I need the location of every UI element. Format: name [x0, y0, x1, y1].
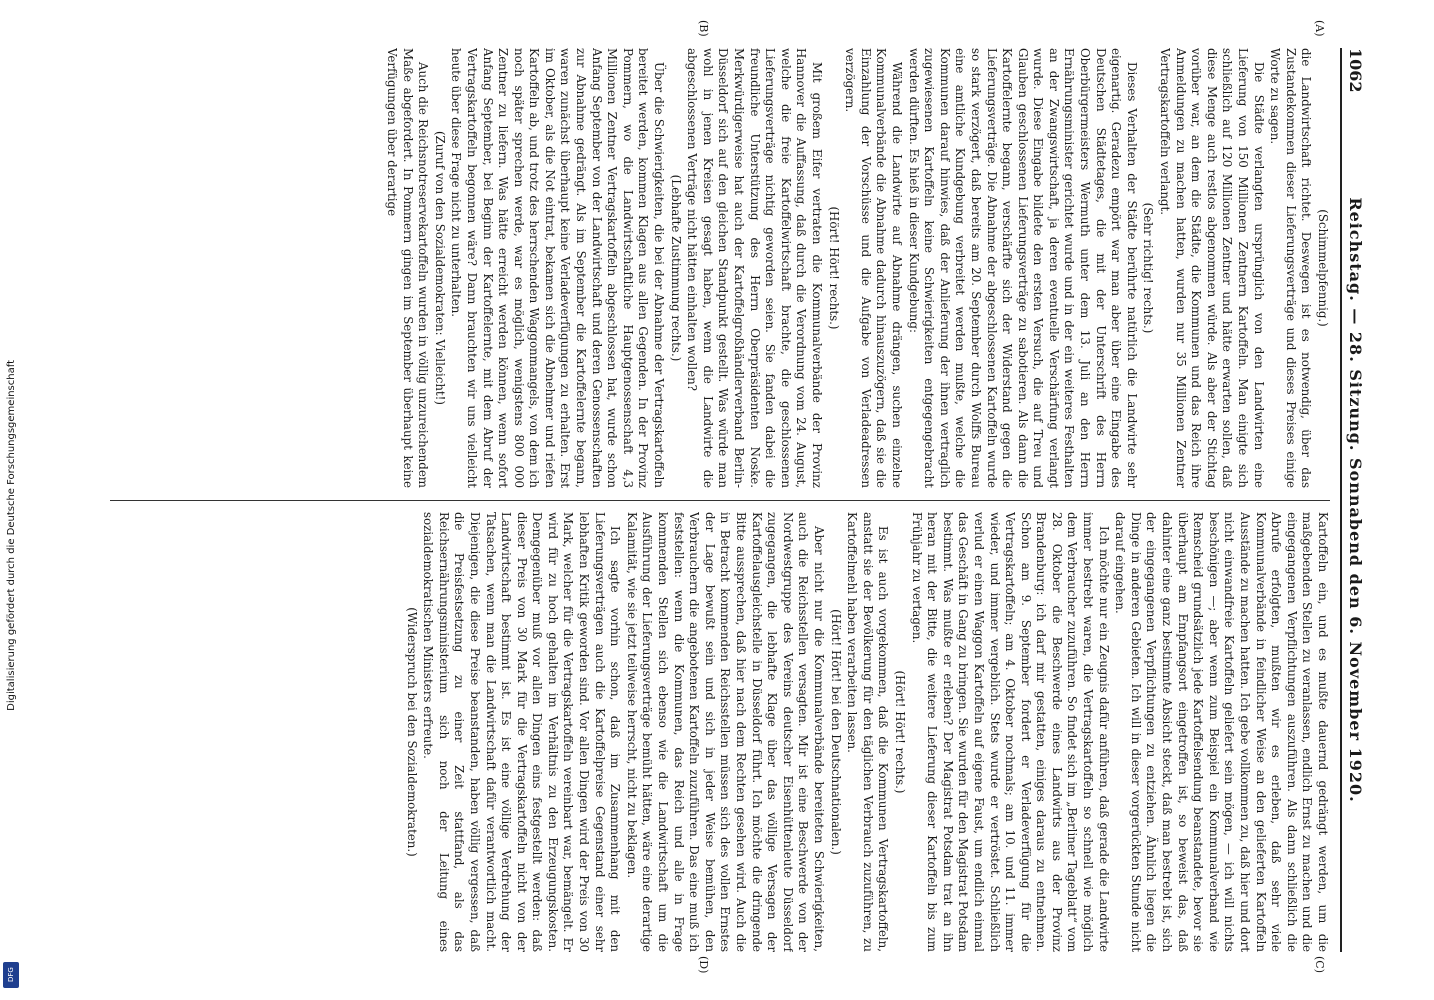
- scanned-page: [70, 10, 1390, 990]
- paragraph: Aber nicht nur die Kommunalverbände bereiteten Schwierigkeiten, auch die Reichsstellen versagten. Mir ist eine Beschwerde von der Nordwestgruppe des Vereins deutscher Eisenhüttenleute Düsseldorf zugegangen, die lebhafte Klage über das völlige Versagen der Kartoffelausgleichstelle in Düsseldorf führt. Ich möchte die dringende Bitte aussprechen, daß hier nach dem Rechten gesehen wird. Auch die in Betracht kommenden Reichsstellen müssen sich des vollen Ernstes der Lage bewußt sein und sich in jeder Weise bemühen, den Verbrauchern die angebotenen Kartoffeln zuzuführen. Das eine muß ich feststellen: wenn die Kommunen, das Reich und alle in Frage kommenden Stellen sich ebenso wie die Landwirtschaft um die Ausführung der Lieferungsverträge bemüht hätten, wäre eine derartige Kalamität, wie sie jetzt teilweise herrscht, nicht zu beklagen.: [624, 512, 826, 952]
- paragraph: Auch die Reichsnotreservekartoffeln wurden in völlig unzureichendem Maße abgefordert. In Pommern gingen im September überhaupt keine Verfügungen über derartige: [384, 48, 431, 488]
- page-number: 1062: [1346, 48, 1365, 93]
- margin-mark-c: (C): [1313, 956, 1326, 973]
- interjection: (Widerspruch bei den Sozialdemokraten.): [404, 607, 419, 857]
- running-title: Reichstag. — 28. Sitzung. Sonnabend den 6. November 1920.: [1346, 197, 1365, 803]
- margin-mark-b: (B): [697, 20, 710, 37]
- paragraph: Kartoffeln ein, und es mußte dauernd gedrängt werden, um die maßgebenden Stellen zu veranlassen, endlich Ernst zu machen und die eingegangenen Verpflichtungen auszuführen. Als dann schließlich die Abrufe erfolgten, mußten wir es erleben, daß sehr viele Kommunalverbände in feindlicher Weise an den gelieferten Kartoffeln Ausstände zu machen hatten. Ich gebe vollkommen zu, daß hier und dort nicht einwandfreie Kartoffeln geliefert sein mögen, — ich will nichts beschönigen —; aber wenn zum Beispiel ein Kommunalverband wie Remscheid grundsätzlich jede Kartoffelsendung beanstandete, bevor sie überhaupt am Empfangsort eingetroffen ist, so beweist das, daß dahinter eine ganz bestimmte Absicht steckt, daß man bestrebt ist, sich der eingegangenen Verpflichtungen zu entziehen. Ähnlich liegen die Dinge in anderen Gebieten. Ich will in dieser vorgerückten Stunde nicht darauf eingehen.: [1113, 512, 1330, 952]
- interjection: (Hört! Hört! rechts.): [826, 206, 841, 330]
- right-column: [110, 512, 1330, 952]
- interjection: (Zuruf von den Sozialdemokraten: Vielleicht!): [432, 130, 447, 406]
- column-divider: [110, 500, 1330, 501]
- interjection: (Sehr richtig! rechts.): [1141, 202, 1156, 334]
- paragraph: Die Städte verlangten ursprünglich von den Landwirten eine Lieferung von 150 Millionen Zentnern Kartoffeln. Man einigte sich schließlich auf 120 Millionen Zentner und hätte erwarten sollen, daß diese Menge auch restlos abgenommen würde. Als aber der Stichtag vorüber war, an dem die Städte, die Kommunen und das Reich ihre Anmeldungen zu machen hatten, wurden nur 35 Millionen Zentner Vertragskartoffeln verlangt.: [1158, 48, 1266, 488]
- paragraph: Dieses Verhalten der Städte berührte natürlich die Landwirte sehr eigenartig. Geradezu empört war man aber über eine Eingabe des Deutschen Städtetages, die mit der Unterschrift des Herrn Oberbürgermeisters Wermuth unter dem 13. Juli an den Herrn Ernährungsminister gerichtet wurde und in der ein weiteres Festhalten an der Zwangswirtschaft, ja deren eventuelle Verschärfung verlangt wurde. Diese Eingabe bildete den ersten Versuch, die auf Treu und Glauben geschlossenen Lieferungsverträge zu sabotieren. Als dann die Kartoffelernte begann, verschärfte sich der Widerstand gegen die Lieferungsverträge. Die Abnahme der abgeschlossenen Kartoffeln wurde so stark verzögert, daß bereits am 20. September durch Wolffs Bureau eine amtliche Kundgebung verbreitet werden mußte, welche die Kommunen darauf hinwies, daß der Anlieferung der ihnen vertraglich zugewiesenen Kartoffeln keine Schwierigkeiten entgegengebracht werden dürften. Es hieß in dieser Kundgebung:: [906, 48, 1139, 488]
- interjection: (Lebhafte Zustimmung rechts.): [668, 174, 683, 362]
- digitization-credit: Digitalisierung gefördert durch die Deutsche Forschungsgemeinschaft: [6, 360, 17, 711]
- page-header: [1340, 48, 1370, 952]
- paragraph: Während die Landwirte auf Abnahme drängen, suchen einzelne Kommunalverbände die Abnahme dadurch hinauszuzögern, daß sie die Einzahlung der Vorschüsse und die Aufgabe von Verladeadressen verzögern.: [843, 48, 904, 488]
- paragraph: Ich sagte vorhin schon, daß im Zusammenhang mit den Lieferungsverträgen auch die Kartoffelpreise Gegenstand einer sehr lebhaften Kritik geworden sind. Vor allen Dingen wird der Preis von 30 Mark, welcher für die Vertragskartoffeln vereinbart war, bemängelt. Er wird für zu hoch gehalten im Verhältnis zu den Erzeugungskosten. Demgegenüber muß vor allen Dingen eins festgestellt werden: daß dieser Preis von 30 Mark für die Vertragskartoffeln nicht von der Landwirtschaft bestimmt ist. Es ist eine völlige Verdrehung der Tatsachen, wenn man die Landwirtschaft dafür verantwortlich macht. Diejenigen, die diese Preise beanstanden, haben völlig vergessen, daß die Preisfestsetzung zu einer Zeit stattfand, als das Reichsernährungsministerium sich noch der Leitung eines sozialdemokratischen Ministers erfreute.: [421, 512, 623, 952]
- paragraph: Ich möchte nur ein Zeugnis dafür anführen, daß gerade die Landwirte immer bestrebt waren, die Vertragskartoffeln so schnell wie möglich dem Verbraucher zuzuführen. So findet sich im „Berliner Tageblatt“ vom 28. Oktober die Beschwerde eines Landwirts aus der Provinz Brandenburg: ich darf mir gestatten, einiges daraus zu entnehmen. Schon am 9. September fordert er Verladeverfügung für die Vertragskartoffeln; am 4. Oktober nochmals; am 10. und 11. immer wieder, und immer vergeblich. Stets wurde er vertröstet. Schließlich verlud er einen Waggon Kartoffeln auf eigene Faust, um endlich einmal das Geschäft in Gang zu bringen. Sie wurden für den Magistrat Potsdam bestimmt. Was mußte er erleben? Der Magistrat Potsdam trat an ihn heran mit der Bitte, die weitere Lieferung dieser Kartoffeln bis zum Frühjahr zu vertagen.: [909, 512, 1111, 952]
- paragraph: Es ist auch vorgekommen, daß die Kommunen Vertragskartoffeln, anstatt sie der Bevölkerung für den täglichen Verbrauch zuzuführen, zu Kartoffelmehl haben verarbeiten lassen.: [845, 512, 891, 952]
- paragraph: Über die Schwierigkeiten, die bei der Abnahme der Vertragskartoffeln bereitet werden, kommen Klagen aus allen Gegenden. In der Provinz Pommern, wo die Landwirtschaftliche Hauptgenossenschaft 4,3 Millionen Zentner Vertragskartoffeln abgeschlossen hat, wurde schon Anfang September von der Landwirtschaft und deren Genossenschaften zur Abnahme gedrängt. Als im September die Kartoffelernte begann, waren zunächst überhaupt keine Verladeverfügungen zu erhalten. Erst im Oktober, als die Not eintrat, bekamen sich die Abnehmer und riefen Kartoffeln ab, und trotz des herrschenden Waggonmangels, von dem ich noch später sprechen werde, war es möglich, wenigstens 800 000 Zentner zu liefern. Was hätte erreicht werden können, wenn sofort Anfang September, bei Beginn der Kartoffelernte, mit dem Abruf der Vertragskartoffeln begonnen wäre? Dann brauchten wir uns vielleicht heute über diese Frage nicht zu unterhalten.: [449, 48, 667, 488]
- interjection: (Hört! Hört! bei den Deutschnationalen.): [828, 609, 843, 855]
- left-column: [110, 48, 1330, 488]
- dfg-logo: DFG: [3, 962, 19, 988]
- margin-mark-a: (A): [1313, 20, 1326, 37]
- interjection: (Schimmelpfennig.): [1316, 209, 1330, 327]
- interjection: (Hört! Hört! rechts.): [892, 670, 907, 794]
- margin-mark-d: (D): [697, 956, 710, 974]
- paragraph: die Landwirtschaft richtet. Deswegen ist es notwendig, über das Zustandekommen dieser Lieferungsverträge und dieses Preises einige Worte zu sagen.: [1268, 48, 1314, 488]
- paragraph: Mit großem Eifer vertraten die Kommunalverbände der Provinz Hannover die Auffassung, daß durch die Verordnung vom 24. August, welche die freie Kartoffelwirtschaft brachte, die geschlossenen Lieferungsverträge nichtig geworden seien. Sie fanden dabei die freundliche Unterstützung des Herrn Oberpräsidenten Noske. Merkwürdigerweise hat auch der Kartoffelgroßhändlerverband Berlin-Düsseldorf sich auf den gleichen Standpunkt gestellt. Was würde man wohl in jenen Kreisen gesagt haben, wenn die Landwirte die abgeschlossenen Verträge nicht hätten einhalten wollen?: [685, 48, 824, 488]
